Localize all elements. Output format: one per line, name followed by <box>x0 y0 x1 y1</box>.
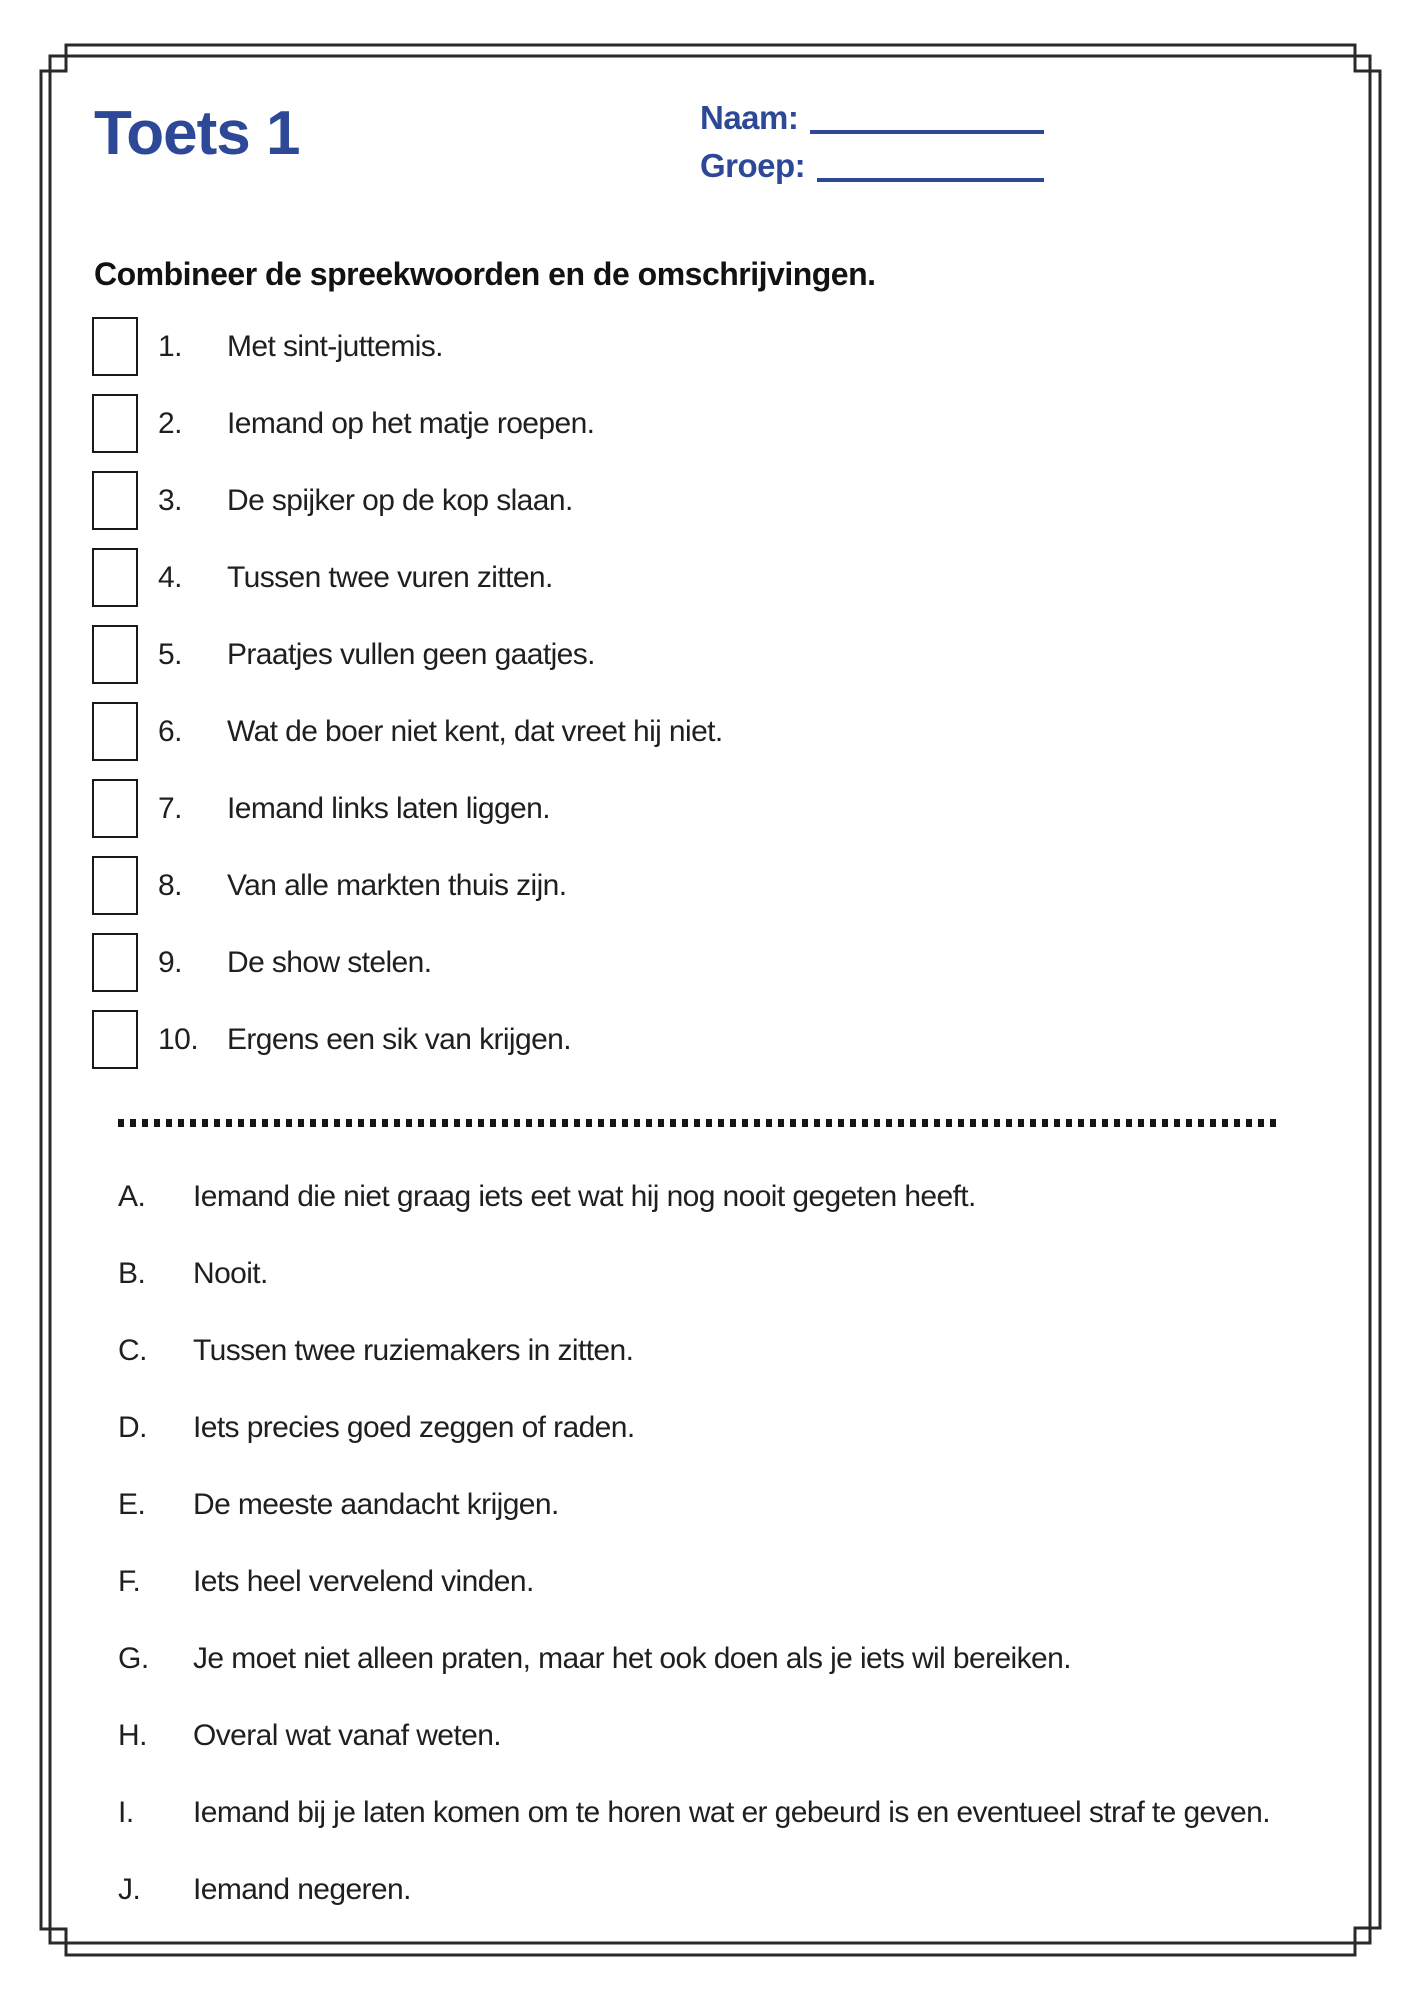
page-title: Toets 1 <box>94 99 300 168</box>
definition-row <box>0 1389 1414 1466</box>
definition-text: Iemand negeren. <box>193 1872 411 1906</box>
proverb-text: Wat de boer niet kent, dat vreet hij niet. <box>227 714 723 748</box>
answer-checkbox[interactable] <box>92 471 138 530</box>
proverb-text: Iemand links laten liggen. <box>227 791 550 825</box>
proverb-text: Praatjes vullen geen gaatjes. <box>227 637 595 671</box>
definition-text: Iets heel vervelend vinden. <box>193 1564 534 1598</box>
definition-row <box>0 1774 1414 1851</box>
answer-checkbox[interactable] <box>92 933 138 992</box>
proverb-number: 2. <box>158 406 183 440</box>
proverb-list <box>0 308 1414 1078</box>
definition-text: Je moet niet alleen praten, maar het ook doen als je iets wil bereiken. <box>193 1641 1071 1675</box>
definition-text: Iets precies goed zeggen of raden. <box>193 1410 635 1444</box>
definition-text: De meeste aandacht krijgen. <box>193 1487 559 1521</box>
proverb-text: De show stelen. <box>227 945 432 979</box>
proverb-text: Iemand op het matje roepen. <box>227 406 595 440</box>
definition-text: Iemand die niet graag iets eet wat hij nog nooit gegeten heeft. <box>193 1179 976 1213</box>
proverb-number: 7. <box>158 791 183 825</box>
group-field-row <box>700 144 1044 182</box>
proverb-row <box>0 770 1414 847</box>
name-label: Naam: <box>700 99 799 136</box>
answer-checkbox[interactable] <box>92 702 138 761</box>
proverb-text: Van alle markten thuis zijn. <box>227 868 567 902</box>
definition-row <box>0 1620 1414 1697</box>
definition-text: Overal wat vanaf weten. <box>193 1718 502 1752</box>
definition-letter: F. <box>118 1564 141 1598</box>
answer-checkbox[interactable] <box>92 317 138 376</box>
definition-row <box>0 1543 1414 1620</box>
proverb-row <box>0 462 1414 539</box>
proverb-row <box>0 539 1414 616</box>
definition-text: Tussen twee ruziemakers in zitten. <box>193 1333 634 1367</box>
name-field-row <box>700 96 1044 134</box>
definition-row <box>0 1851 1414 1928</box>
definition-text: Nooit. <box>193 1256 268 1290</box>
answer-checkbox[interactable] <box>92 779 138 838</box>
proverb-text: De spijker op de kop slaan. <box>227 483 573 517</box>
proverb-text: Met sint-juttemis. <box>227 329 443 363</box>
definition-row <box>0 1158 1414 1235</box>
instruction-heading: Combineer de spreekwoorden en de omschrijvingen. <box>94 256 876 292</box>
proverb-row <box>0 693 1414 770</box>
answer-checkbox[interactable] <box>92 625 138 684</box>
proverb-number: 1. <box>158 329 183 363</box>
group-fill-line[interactable] <box>817 148 1044 182</box>
proverb-text: Ergens een sik van krijgen. <box>227 1022 571 1056</box>
name-fill-line[interactable] <box>810 100 1044 134</box>
definition-text: Iemand bij je laten komen om te horen wat er gebeurd is en eventueel straf te geven. <box>193 1795 1270 1829</box>
answer-checkbox[interactable] <box>92 548 138 607</box>
proverb-number: 6. <box>158 714 183 748</box>
definition-letter: H. <box>118 1718 147 1752</box>
definition-letter: G. <box>118 1641 149 1675</box>
definition-letter: I. <box>118 1795 134 1829</box>
proverb-number: 8. <box>158 868 183 902</box>
definition-letter: D. <box>118 1410 147 1444</box>
group-label: Groep: <box>700 147 806 184</box>
definition-letter: C. <box>118 1333 147 1367</box>
answer-checkbox[interactable] <box>92 856 138 915</box>
proverb-number: 3. <box>158 483 183 517</box>
dotted-divider <box>118 1119 1282 1127</box>
definition-letter: E. <box>118 1487 146 1521</box>
proverb-row <box>0 847 1414 924</box>
proverb-row <box>0 616 1414 693</box>
proverb-text: Tussen twee vuren zitten. <box>227 560 553 594</box>
proverb-number: 4. <box>158 560 183 594</box>
proverb-number: 9. <box>158 945 183 979</box>
definition-list <box>0 1158 1414 1928</box>
definition-letter: J. <box>118 1872 141 1906</box>
proverb-row <box>0 1001 1414 1078</box>
proverb-row <box>0 924 1414 1001</box>
answer-checkbox[interactable] <box>92 394 138 453</box>
definition-row <box>0 1312 1414 1389</box>
definition-row <box>0 1466 1414 1543</box>
definition-row <box>0 1235 1414 1312</box>
definition-row <box>0 1697 1414 1774</box>
answer-checkbox[interactable] <box>92 1010 138 1069</box>
proverb-number: 10. <box>158 1022 199 1056</box>
definition-letter: B. <box>118 1256 146 1290</box>
name-group-fields <box>700 96 1044 192</box>
proverb-row <box>0 308 1414 385</box>
proverb-row <box>0 385 1414 462</box>
definition-letter: A. <box>118 1179 146 1213</box>
proverb-number: 5. <box>158 637 183 671</box>
